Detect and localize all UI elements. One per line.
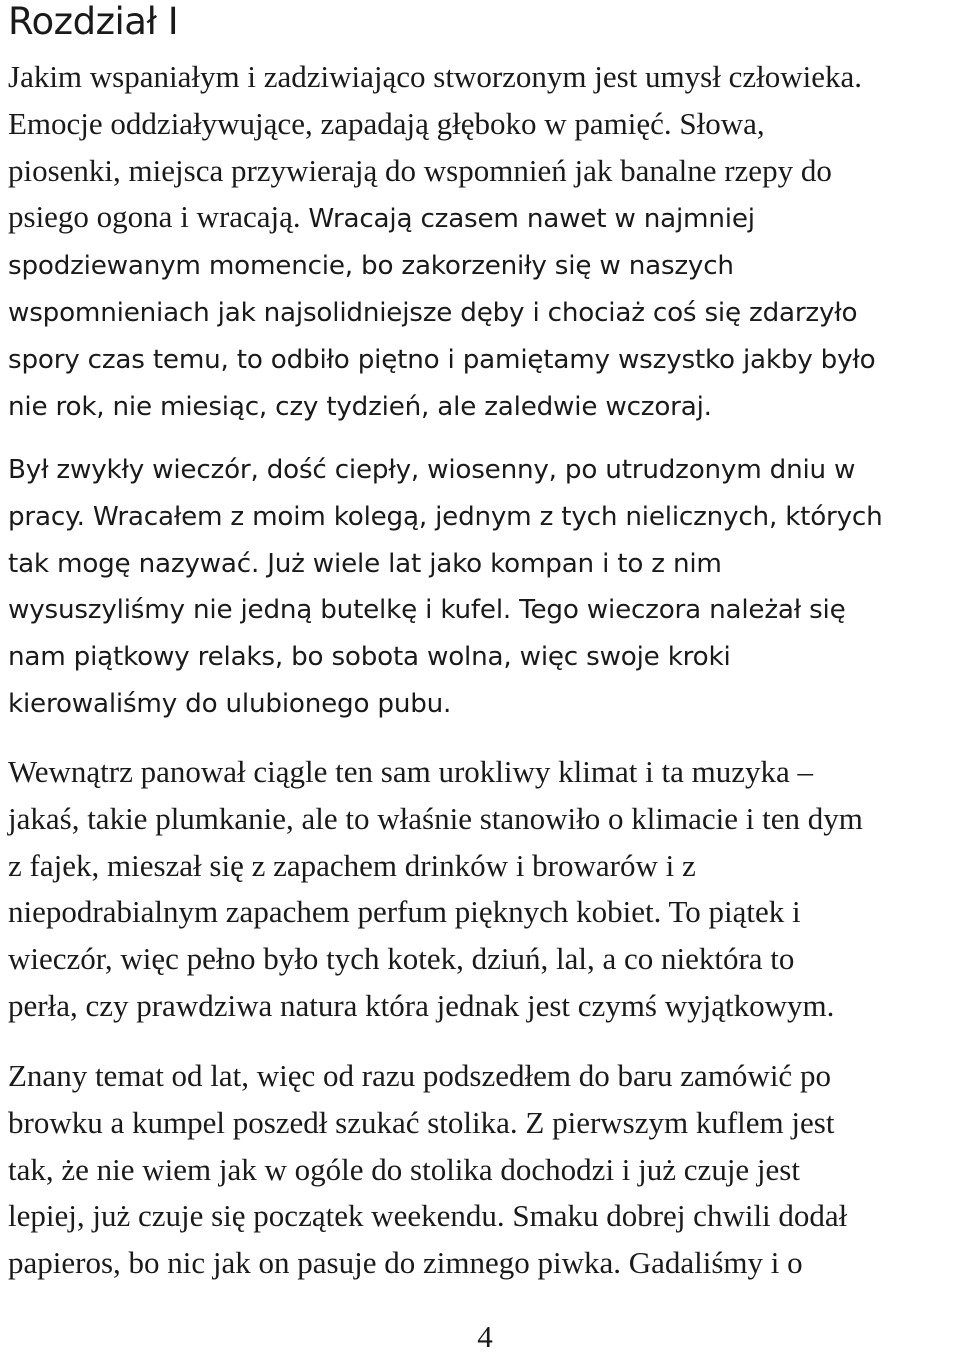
text-run: tak mogę nazywać. Już wiele lat jako kompan i to z nim xyxy=(8,548,722,579)
text-line xyxy=(8,843,863,890)
text-run: perła, czy prawdziwa natura która jednak jest czymś wyjątkowym. xyxy=(8,987,835,1023)
text-run: piosenki, miejsca przywierają do wspomnień jak banalne rzepy do xyxy=(8,152,832,188)
text-run: wysuszyliśmy nie jedną butelkę i kufel. Tego wieczora należał się xyxy=(8,595,846,626)
page-number: 4 xyxy=(477,1319,493,1354)
text-line xyxy=(8,1193,847,1240)
text-run: Jakim wspaniałym i zadziwiająco stworzonym jest umysł człowieka. xyxy=(8,59,862,94)
paragraph-2 xyxy=(8,445,883,726)
text-line xyxy=(8,1053,847,1100)
text-run: papieros, bo nic jak on pasuje do zimnego piwka. Gadaliśmy i o xyxy=(8,1245,803,1281)
text-run: wspomnieniach jak najsolidniejsze dęby i chociaż coś się zdarzyło xyxy=(8,297,858,328)
text-run: nie rok, nie miesiąc, czy tydzień, ale zaledwie wczoraj. xyxy=(8,391,712,422)
text-line xyxy=(8,632,883,679)
paragraph-4 xyxy=(8,1053,847,1287)
text-run: niepodrabialnym zapachem perfum pięknych kobiet. To piątek i xyxy=(8,894,801,930)
text-line xyxy=(8,241,875,288)
text-run: nam piątkowy relaks, bo sobota wolna, więc swoje kroki xyxy=(8,642,731,673)
text-run: browku a kumpel poszedł szukać stolika. Z pierwszym kuflem jest xyxy=(8,1104,835,1140)
text-run: kierowaliśmy do ulubionego pubu. xyxy=(8,688,452,719)
text-run: Emocje oddziaływujące, zapadają głęboko w pamięć. Słowa, xyxy=(8,105,765,141)
text-line xyxy=(8,585,883,632)
text-line xyxy=(8,936,863,983)
text-line xyxy=(8,1100,847,1147)
text-line xyxy=(8,1147,847,1194)
text-run: spodziewanym momencie, bo zakorzeniły się w naszych xyxy=(8,251,734,282)
text-line xyxy=(8,492,883,539)
chapter-title: Rozdział I xyxy=(8,0,179,43)
text-run: Znany temat od lat, więc od razu podszedłem do baru zamówić po xyxy=(8,1058,831,1093)
text-run: jakaś, takie plumkanie, ale to właśnie stanowiło o klimacie i ten dym xyxy=(8,800,863,836)
text-run: tak, że nie wiem jak w ogóle do stolika dochodzi i już czuje jest xyxy=(8,1151,800,1187)
text-line xyxy=(8,288,875,335)
text-line xyxy=(8,101,875,148)
text-line xyxy=(8,796,863,843)
text-line xyxy=(8,983,863,1030)
text-run: Wracają czasem nawet w najmniej xyxy=(308,204,755,235)
text-line xyxy=(8,445,883,492)
text-run: spory czas temu, to odbiło piętno i pamiętamy wszystko jakby było xyxy=(8,344,876,375)
text-line xyxy=(8,335,875,382)
text-line xyxy=(8,679,883,726)
text-run: pracy. Wracałem z moim kolegą, jednym z tych nielicznych, których xyxy=(8,501,883,532)
text-run: wieczór, więc pełno było tych kotek, dziuń, lal, a co niektóra to xyxy=(8,941,795,977)
text-run: z fajek, mieszał się z zapachem drinków i browarów i z xyxy=(8,847,696,883)
paragraph-1 xyxy=(8,54,875,428)
text-line xyxy=(8,749,863,796)
text-line xyxy=(8,382,875,429)
text-line xyxy=(8,54,875,101)
text-line xyxy=(8,148,875,195)
text-line xyxy=(8,889,863,936)
text-run: lepiej, już czuje się początek weekendu. Smaku dobrej chwili dodał xyxy=(8,1198,848,1234)
text-line xyxy=(8,539,883,586)
text-line xyxy=(8,1240,847,1287)
paragraph-3 xyxy=(8,749,863,1030)
text-run: Wewnątrz panował ciągle ten sam urokliwy klimat i ta muzyka – xyxy=(8,754,813,789)
text-run: psiego ogona i wracają. xyxy=(8,199,309,235)
text-run: Był zwykły wieczór, dość ciepły, wiosenny, po utrudzonym dniu w xyxy=(8,455,856,485)
text-line xyxy=(8,194,875,241)
